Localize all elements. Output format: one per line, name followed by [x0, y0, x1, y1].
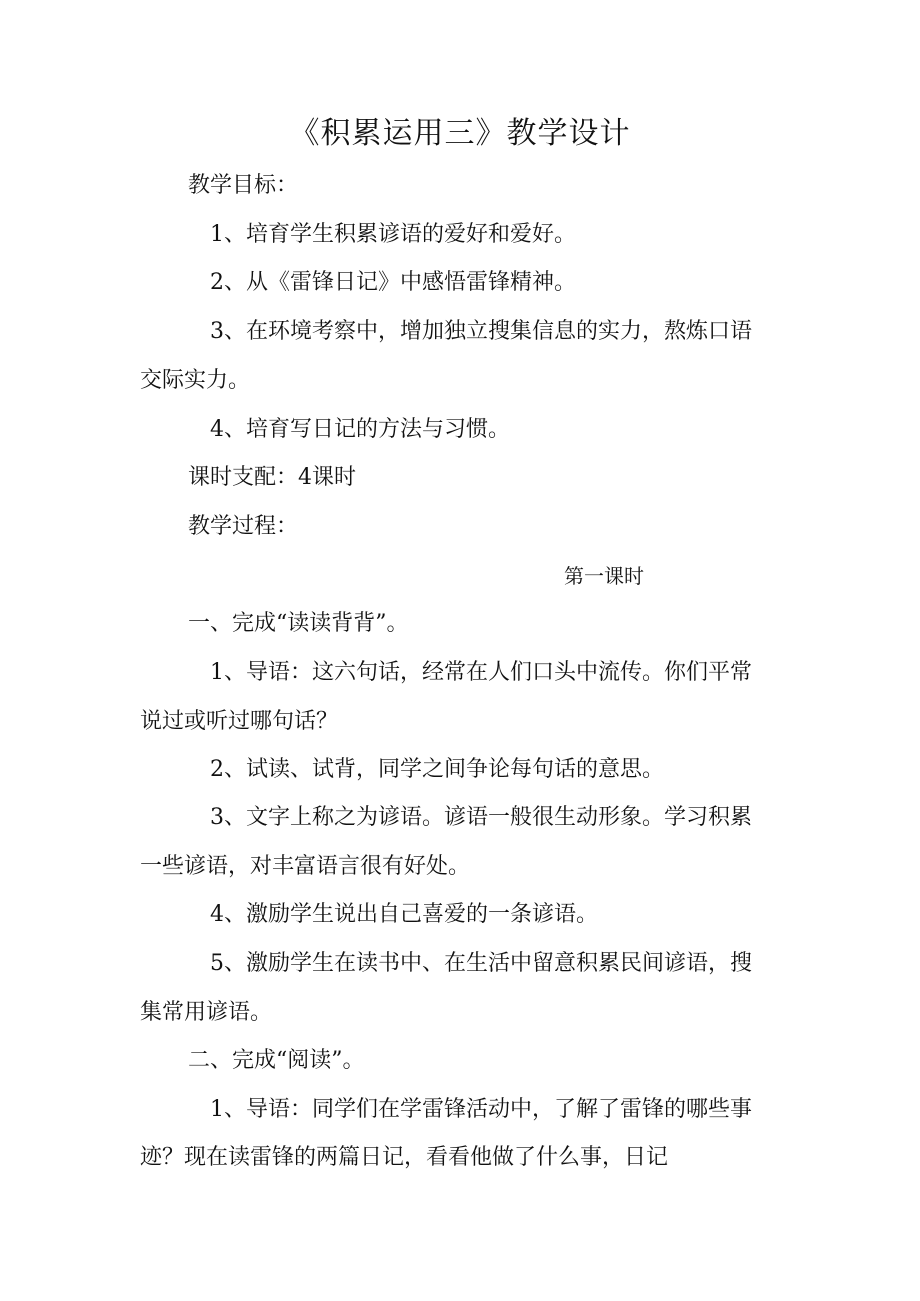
part-1-item-5: 5、激励学生在读书中、在生活中留意积累民间谚语，搜 — [210, 951, 752, 976]
heading-process: 教学过程： — [188, 514, 299, 539]
part-1-item-1: 1、导语：这六句话，经常在人们口头中流传。你们平常 — [210, 660, 752, 685]
part-1-heading: 一、完成“读读背背”。 — [188, 611, 409, 636]
part-2-item-1: 1、导语：同学们在学雷锋活动中，了解了雷锋的哪些事 — [210, 1097, 752, 1122]
document-title: 《积累运用三》教学设计 — [289, 116, 631, 151]
part-2-item-1-continued: 迹？现在读雷锋的两篇日记，看看他做了什么事，日记 — [140, 1145, 669, 1170]
objective-3-continued: 交际实力。 — [140, 368, 251, 393]
objective-3: 3、在环境考察中，增加独立搜集信息的实力，熬炼口语 — [210, 319, 752, 344]
part-1-item-5-continued: 集常用谚语。 — [140, 1000, 273, 1025]
objective-4: 4、培育写日记的方法与习惯。 — [210, 417, 510, 442]
part-1-item-3: 3、文字上称之为谚语。谚语一般很生动形象。学习积累 — [210, 805, 752, 830]
lesson-hours: 课时支配：4课时 — [188, 465, 356, 490]
part-1-item-4: 4、激励学生说出自己喜爱的一条谚语。 — [210, 902, 598, 927]
objective-1: 1、培育学生积累谚语的爱好和爱好。 — [210, 222, 576, 247]
part-1-item-1-continued: 说过或听过哪句话？ — [140, 709, 339, 734]
heading-objectives: 教学目标： — [188, 173, 299, 198]
part-1-item-2: 2、试读、试背，同学之间争论每句话的意思。 — [210, 757, 664, 782]
section-first-lesson: 第一课时 — [564, 564, 644, 588]
part-1-item-3-continued: 一些谚语，对丰富语言很有好处。 — [140, 854, 471, 879]
part-2-heading: 二、完成“阅读”。 — [188, 1048, 365, 1073]
objective-2: 2、从《雷锋日记》中感悟雷锋精神。 — [210, 270, 576, 295]
